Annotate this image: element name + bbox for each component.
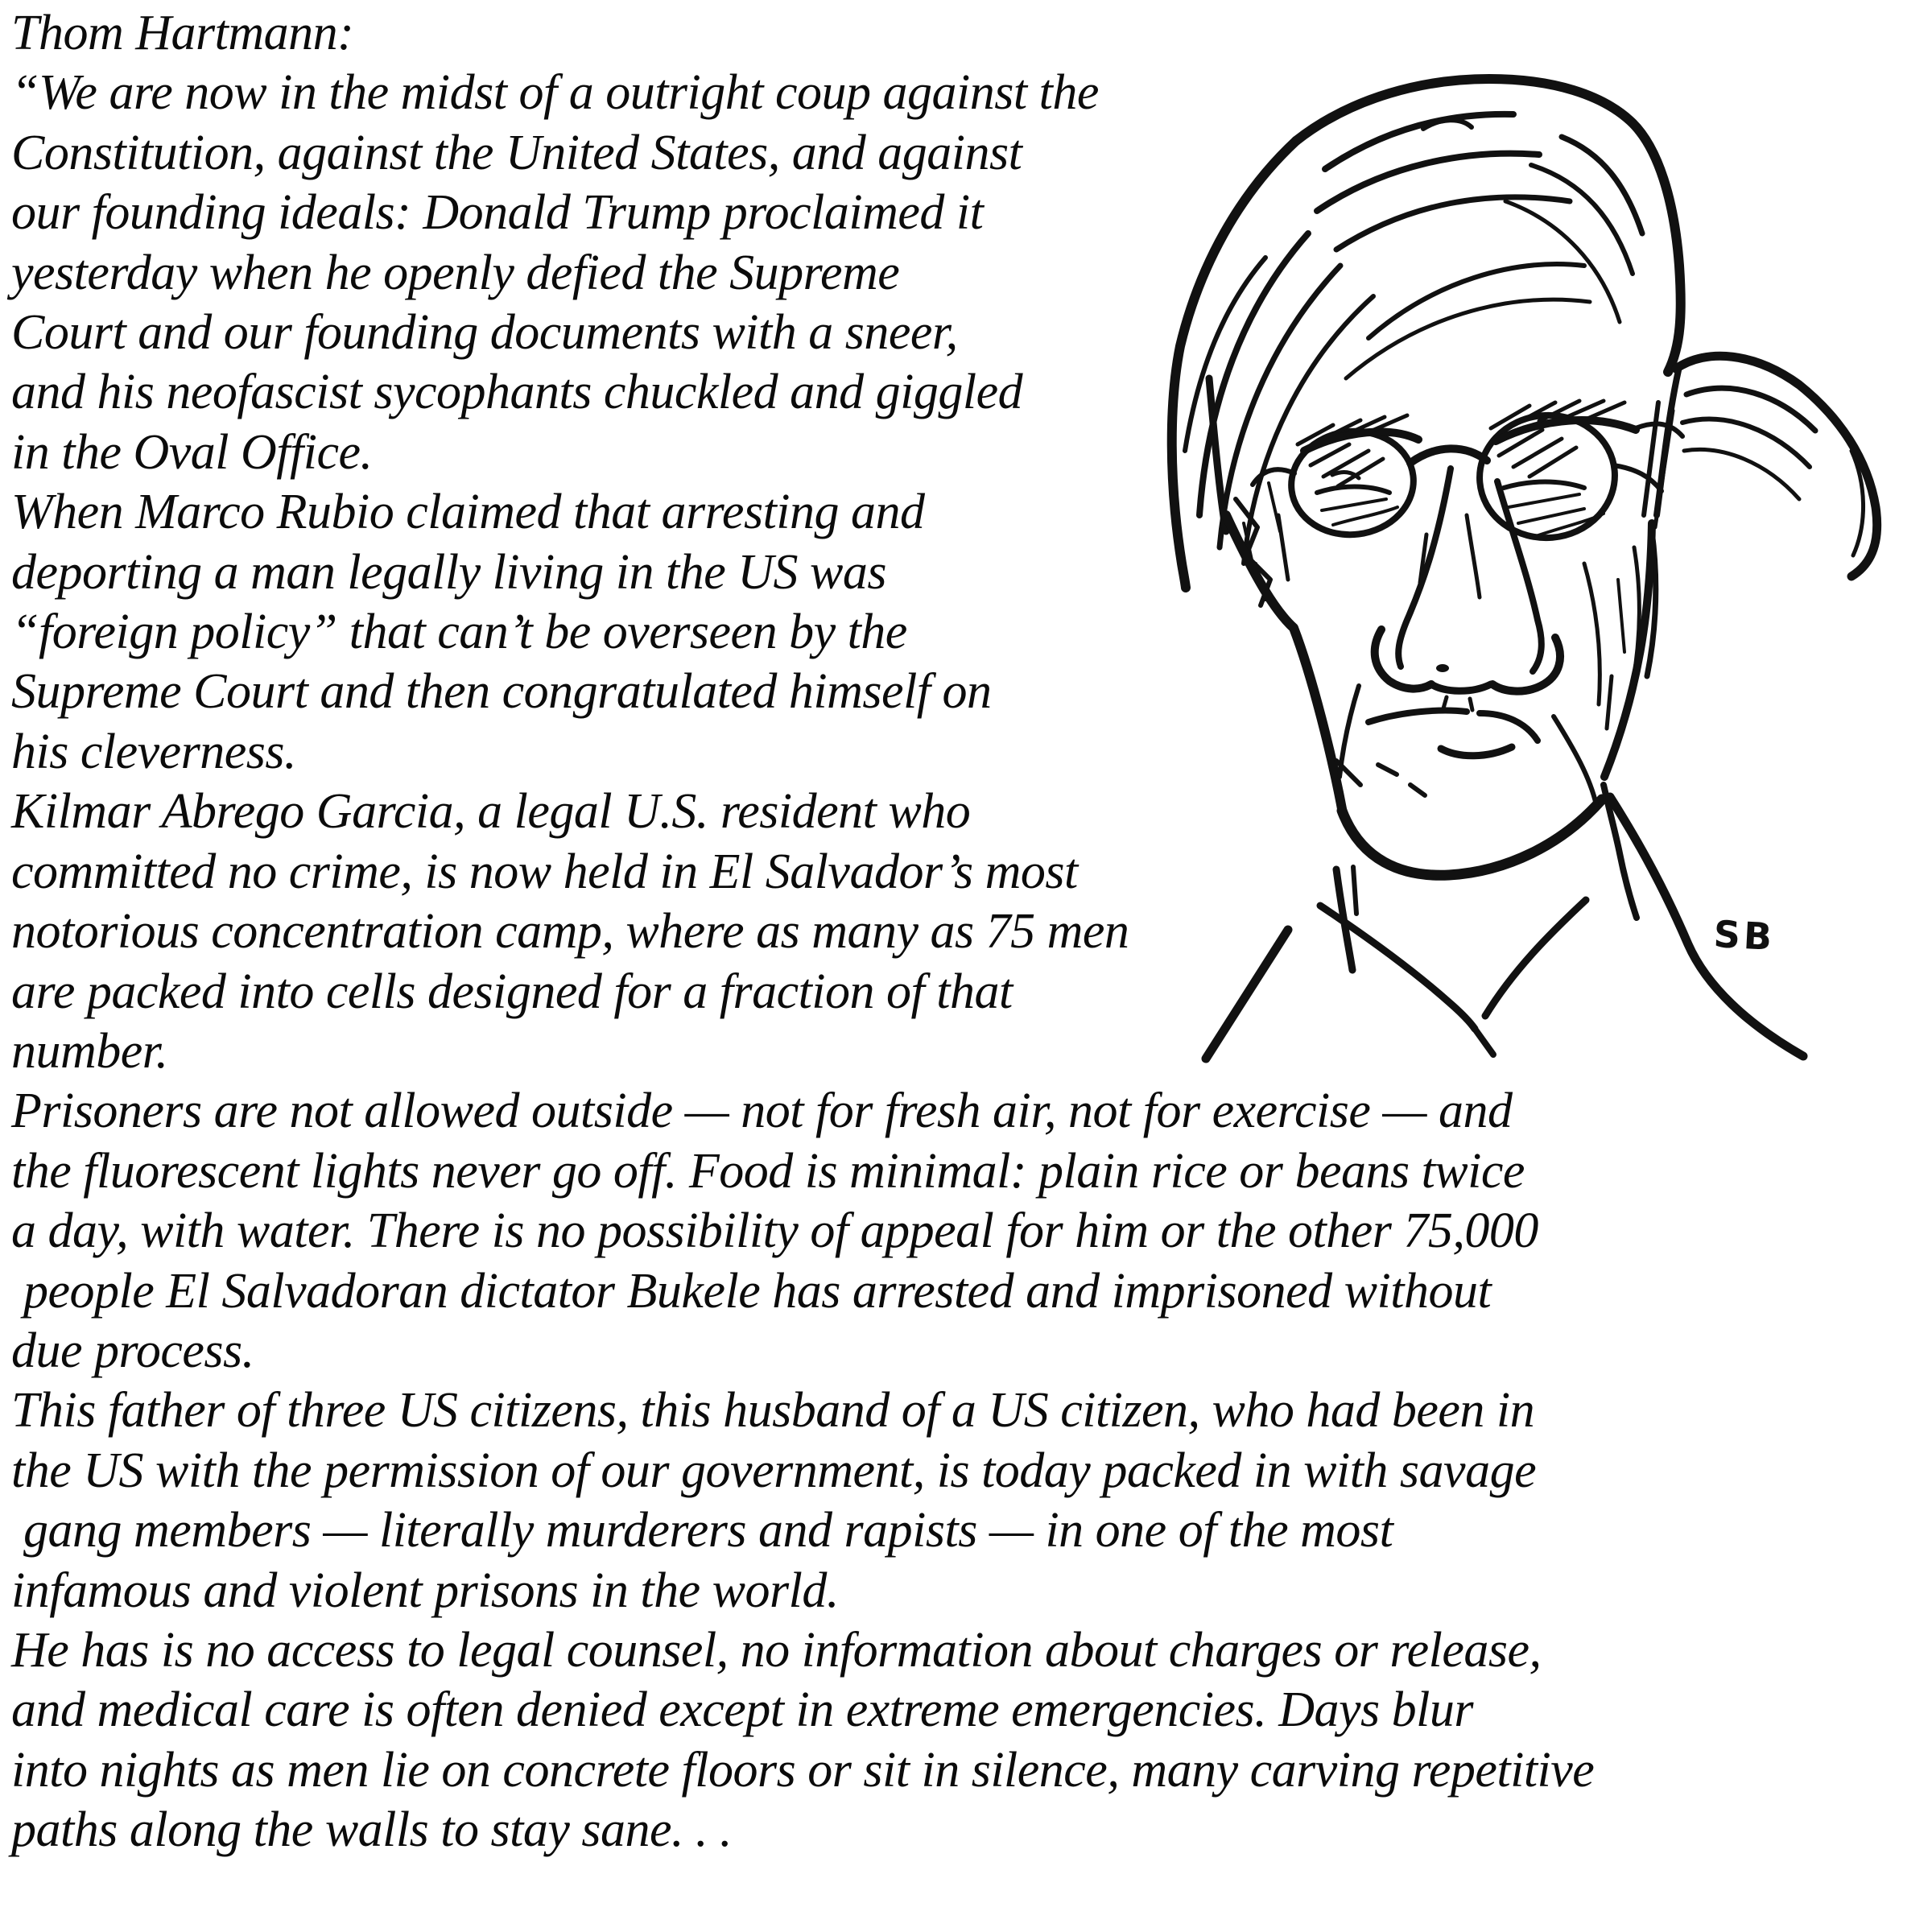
cheek-lines (1336, 564, 1612, 805)
text-line: number. (11, 1023, 168, 1079)
text-line: the fluorescent lights never go off. Food is minimal: plain rice or beans twice (11, 1143, 1525, 1199)
text-line: a day, with water. There is no possibility of appeal for him or the other 75,000 (11, 1203, 1538, 1259)
text-line: Prisoners are not allowed outside — not for fresh air, not for exercise — and (11, 1084, 1513, 1139)
text-line: When Marco Rubio claimed that arresting and (11, 485, 925, 540)
text-line: “We are now in the midst of a outright coup against the (11, 65, 1099, 121)
text-line: infamous and violent prisons in the world. (11, 1563, 839, 1618)
text-line: This father of three US citizens, this husband of a US citizen, who had been in (11, 1383, 1535, 1439)
text-line: committed no crime, is now held in El Salvador’s most (11, 844, 1078, 899)
text-line: into nights as men lie on concrete floors or sit in silence, many carving repetitive (11, 1742, 1595, 1798)
text-line: Constitution, against the United States, and against (11, 125, 1022, 180)
text-line: gang members — literally murderers and rapists — in one of the most (11, 1503, 1393, 1558)
text-line: Supreme Court and then congratulated himself on (11, 664, 992, 720)
artist-signature (1712, 912, 1776, 959)
right-lens (1475, 410, 1620, 543)
text-line: paths along the walls to stay sane. . . (11, 1802, 732, 1858)
text-line: are packed into cells designed for a fraction of that (11, 964, 1013, 1019)
text-line: and medical care is often denied except in extreme emergencies. Days blur (11, 1682, 1473, 1738)
text-line: our founding ideals: Donald Trump proclaimed it (11, 185, 984, 241)
text-line: notorious concentration camp, where as many as 75 men (11, 904, 1129, 960)
text-line: due process. (11, 1323, 254, 1378)
text-line: yesterday when he openly defied the Supreme (11, 245, 900, 300)
text-line: He has is no access to legal counsel, no information about charges or release, (11, 1622, 1542, 1678)
text-line: people El Salvadoran dictator Bukele has arrested and imprisoned without (11, 1263, 1492, 1319)
hair (1172, 79, 1877, 692)
mouth (1368, 711, 1538, 756)
glasses (1253, 410, 1662, 543)
artist-signature-text: SB (1712, 912, 1777, 959)
text-line: “foreign policy” that can’t be overseen by the (11, 605, 907, 660)
text-line: the US with the permission of our government, is today packed in with savage (11, 1443, 1537, 1498)
text-line: Thom Hartmann: (11, 6, 354, 60)
text-line: Kilmar Abrego Garcia, a legal U.S. resident who (11, 784, 971, 840)
text-line: his cleverness. (11, 724, 297, 779)
text-line: in the Oval Office. (11, 424, 373, 480)
text-line: and his neofascist sycophants chuckled and giggled (11, 365, 1023, 420)
text-line: Court and our founding documents with a sneer, (11, 305, 958, 361)
nose (1375, 469, 1560, 710)
text-line: deporting a man legally living in the US was (11, 544, 887, 600)
caricature-illustration (1143, 72, 1916, 1071)
